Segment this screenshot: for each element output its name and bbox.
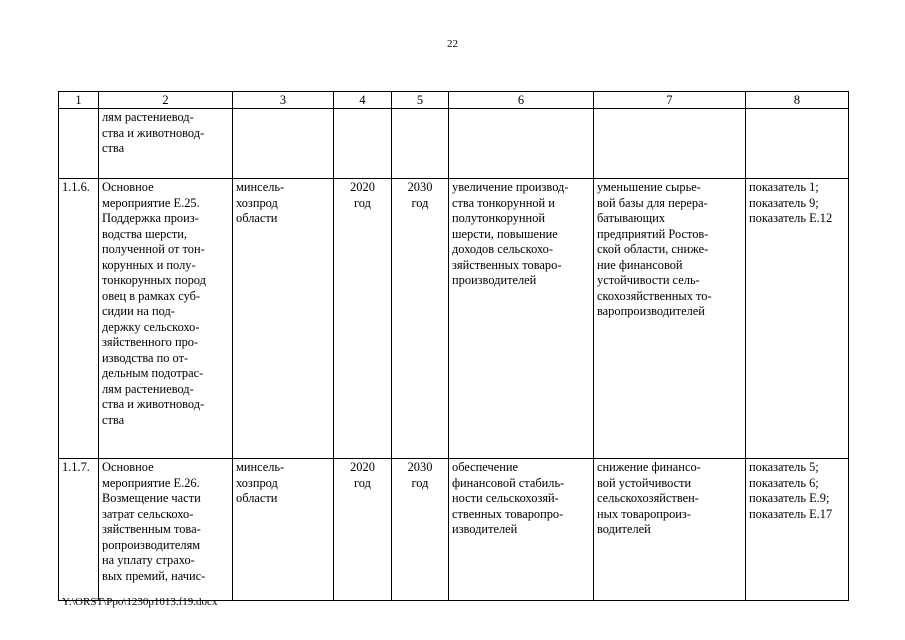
empty-cell (334, 109, 392, 179)
expected-result-cell: увеличение производ- ства тонкорунной и полутонкорунной шерсти, повышение доходов сельскохо- зяйственных товаро- производителей (449, 179, 594, 459)
executor-cell: минсель- хозпрод области (233, 179, 334, 459)
empty-cell (59, 109, 99, 179)
table-row (59, 109, 849, 179)
executor-cell: минсель- хозпрод области (233, 459, 334, 601)
header-cell: 4 (334, 92, 392, 109)
header-cell: 2 (99, 92, 233, 109)
empty-cell (746, 109, 849, 179)
measure-name-cell: Основное мероприятие Е.25. Поддержка произ- водства шерсти, полученной от тон- корунных и полу- тонкорунных пород овец в рамках суб- сидии на под- держку сельскохо- зяйственного про- изводства по от- дельным подотрас- лям растениевод- ства и животновод- ства (99, 179, 233, 459)
measures-table (58, 91, 849, 601)
header-cell: 7 (594, 92, 746, 109)
consequence-cell: уменьшение сырье- вой базы для перера- батывающих предприятий Ростов- ской области, сниже- ние финансовой устойчивости сель- скохозяйственных то- варопроизводителей (594, 179, 746, 459)
empty-cell (392, 109, 449, 179)
empty-cell (594, 109, 746, 179)
indicators-cell: показатель 5; показатель 6; показатель Е.9; показатель Е.17 (746, 459, 849, 601)
header-cell: 8 (746, 92, 849, 109)
end-year-cell: 2030 год (392, 179, 449, 459)
empty-cell (233, 109, 334, 179)
expected-result-cell: обеспечение финансовой стабиль- ности сельскохозяй- ственных товаропро- изводителей (449, 459, 594, 601)
page-number: 22 (447, 38, 458, 50)
header-cell: 5 (392, 92, 449, 109)
header-cell: 3 (233, 92, 334, 109)
table-row (59, 459, 849, 601)
row-number-cell: 1.1.6. (59, 179, 99, 459)
start-year-cell: 2020 год (334, 179, 392, 459)
empty-cell (449, 109, 594, 179)
indicators-cell: показатель 1; показатель 9; показатель Е.12 (746, 179, 849, 459)
header-cell: 1 (59, 92, 99, 109)
header-row (59, 92, 849, 109)
row-number-cell: 1.1.7. (59, 459, 99, 601)
table-row (59, 179, 849, 459)
consequence-cell: снижение финансо- вой устойчивости сельскохозяйствен- ных товаропроиз- водителей (594, 459, 746, 601)
header-cell: 6 (449, 92, 594, 109)
start-year-cell: 2020 год (334, 459, 392, 601)
end-year-cell: 2030 год (392, 459, 449, 601)
measure-name-cell: Основное мероприятие Е.26. Возмещение части затрат сельскохо- зяйственным това- ропроизводителям на уплату страхо- вых премий, начис- (99, 459, 233, 601)
measure-name-cell: лям растениевод- ства и животновод- ства (99, 109, 233, 179)
file-path-footer: Y:\ORST\Ppo\1230p1013.f19.docx (62, 596, 218, 608)
